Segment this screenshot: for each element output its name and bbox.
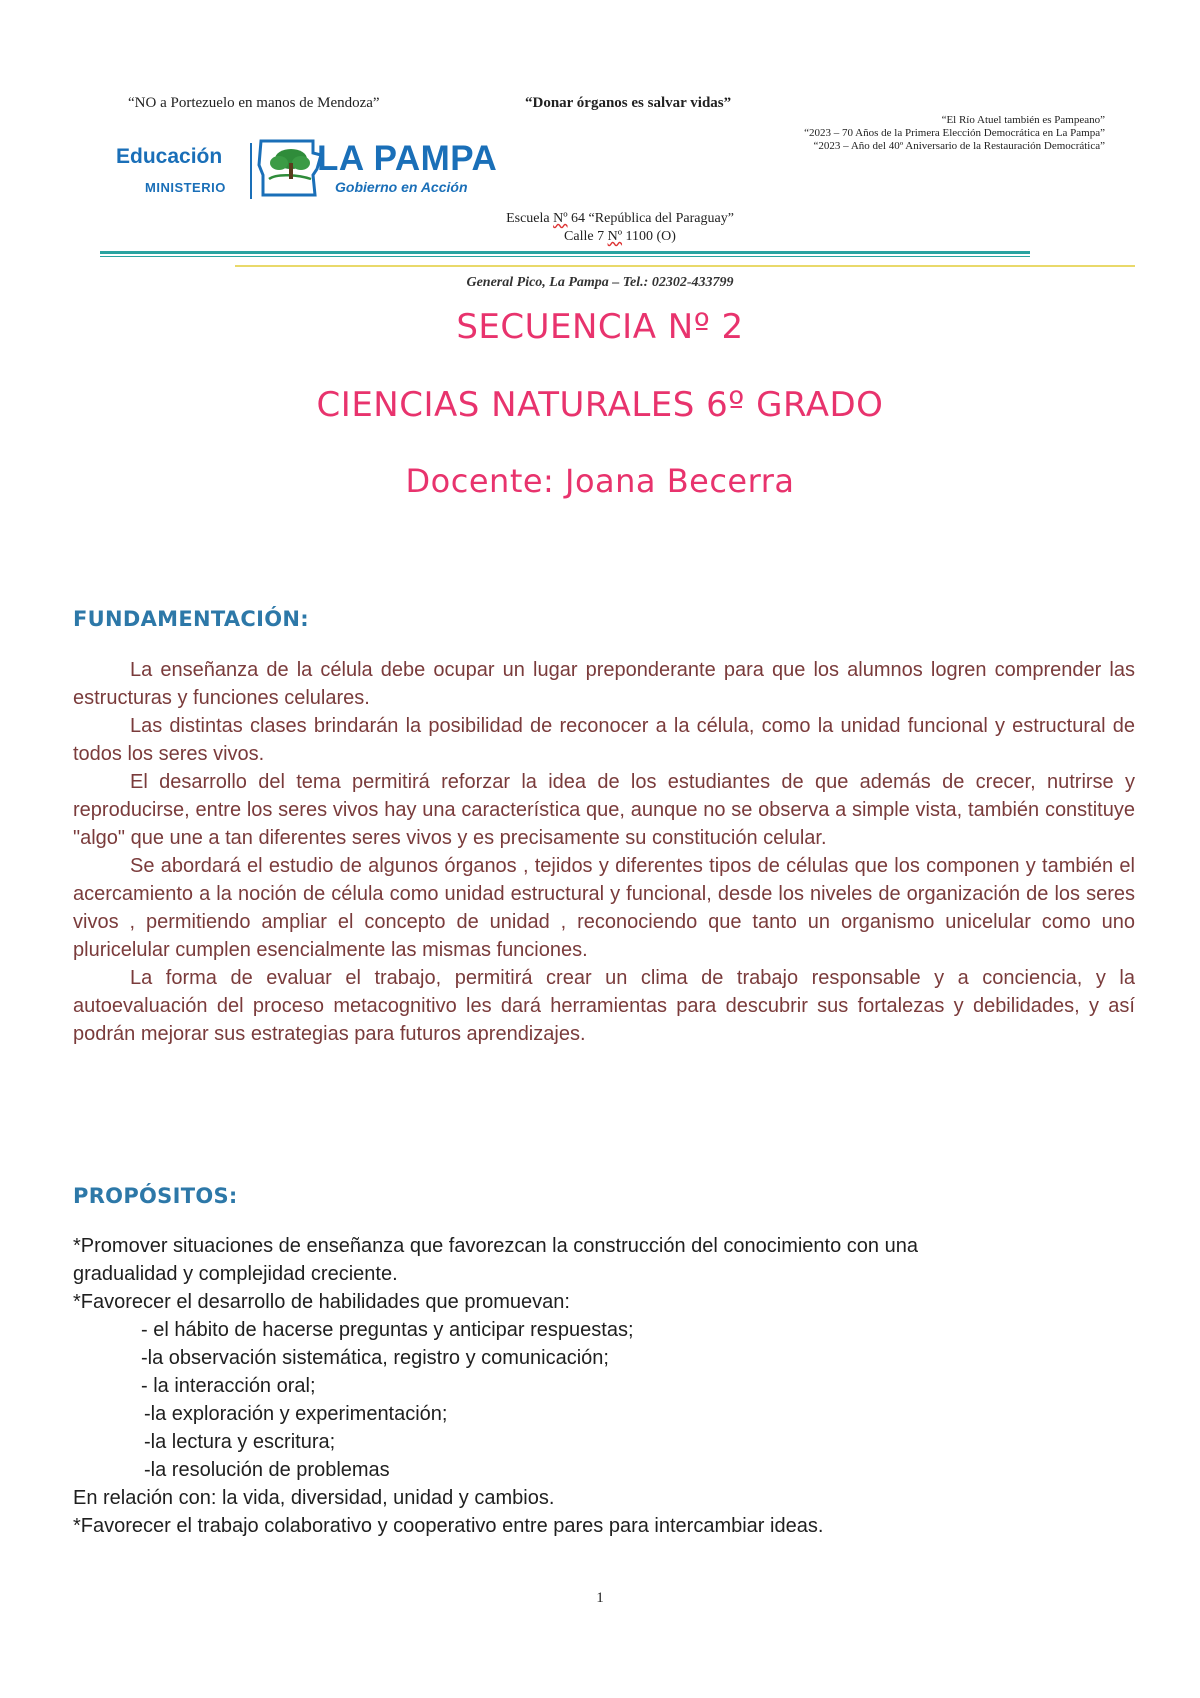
propositos-body [73, 1232, 1135, 1540]
propositos-line: En relación con: la vida, diversidad, unidad y cambios. [73, 1487, 555, 1509]
motto-right-line: “2023 – Año del 40º Aniversario de la Restauración Democrática” [813, 140, 1105, 152]
motto-right-line: “2023 – 70 Años de la Primera Elección Democrática en La Pampa” [804, 127, 1105, 139]
school-line2-rest: 1100 (O) [622, 229, 676, 244]
fundamentacion-paragraph: La forma de evaluar el trabajo, permitirá crear un clima de trabajo responsable y a conciencia, y la autoevaluación del proceso metacognitivo les dará herramientas para descubrir sus fortalezas y debilidades, y así podrán mejorar sus estrategias para futuros aprendizajes. [73, 967, 1135, 1045]
school-line2-number-sign: Nº [607, 229, 623, 244]
header-rule-accent [235, 265, 1135, 267]
motto-center: “Donar órganos es salvar vidas” [525, 95, 732, 111]
school-line1-prefix: Escuela [506, 211, 554, 226]
propositos-item: -la exploración y experimentación; [144, 1403, 448, 1425]
sequence-title: SECUENCIA Nº 2 [456, 307, 744, 347]
logo-la-pampa: LA PAMPA [317, 139, 498, 178]
fundamentacion-paragraph: El desarrollo del tema permitirá reforzar la idea de los estudiantes de que además de crecer, nutrirse y reproducirse, entre los seres vivos hay una característica que, aunque no se observa a simple vista, también constituye "algo" que une a tan diferentes seres vivos y es precisamente su constitución celular. [73, 771, 1135, 849]
school-name [20, 211, 1200, 227]
contact-line: General Pico, La Pampa – Tel.: 02302-433799 [466, 275, 734, 290]
propositos-line: gradualidad y complejidad creciente. [73, 1263, 398, 1285]
propositos-heading: PROPÓSITOS: [73, 1184, 238, 1208]
propositos-item: - la interacción oral; [141, 1375, 316, 1397]
propositos-line: *Favorecer el trabajo colaborativo y cooperativo entre pares para intercambiar ideas. [73, 1515, 824, 1537]
propositos-line: *Promover situaciones de enseñanza que favorezcan la construcción del conocimiento con una [73, 1235, 918, 1257]
logo-educacion: Educación [116, 145, 223, 168]
header-rule [100, 251, 1030, 254]
motto-right-line: “El Río Atuel también es Pampeano” [941, 114, 1105, 126]
propositos-item: -la observación sistemática, registro y comunicación; [141, 1347, 609, 1369]
school-line1-rest: 64 “República del Paraguay” [567, 211, 734, 226]
motto-left: “NO a Portezuelo en manos de Mendoza” [128, 95, 380, 111]
motto-right [804, 114, 1105, 153]
teacher-title: Docente: Joana Becerra [405, 462, 795, 500]
school-line2-prefix: Calle 7 [564, 229, 608, 244]
subject-title: CIENCIAS NATURALES 6º GRADO [316, 385, 884, 425]
propositos-item: - el hábito de hacerse preguntas y anticipar respuestas; [141, 1319, 634, 1341]
fundamentacion-heading: FUNDAMENTACIÓN: [73, 607, 309, 631]
la-pampa-map-icon [255, 135, 323, 201]
propositos-item: -la lectura y escritura; [144, 1431, 336, 1453]
school-address [20, 229, 1200, 245]
logo-gobierno: Gobierno en Acción [335, 179, 468, 195]
logo-divider [250, 143, 252, 199]
fundamentacion-paragraph: La enseñanza de la célula debe ocupar un lugar preponderante para que los alumnos logren comprender las estructuras y funciones celulares. [73, 659, 1135, 709]
logo-ministerio: MINISTERIO [145, 180, 226, 195]
header-rule-thin [100, 256, 1030, 257]
propositos-item: -la resolución de problemas [144, 1459, 390, 1481]
fundamentacion-paragraph: Se abordará el estudio de algunos órganos , tejidos y diferentes tipos de células que los componen y también el acercamiento a la noción de célula como unidad estructural y funcional, desde los niveles de organización de los seres vivos , permitiendo ampliar el concepto de unidad , reconociendo que tanto un organismo unicelular como uno pluricelular cumplen esencialmente las mismas funciones. [73, 855, 1135, 961]
ministry-logo [112, 133, 512, 201]
fundamentacion-body [73, 656, 1135, 1048]
fundamentacion-paragraph: Las distintas clases brindarán la posibilidad de reconocer a la célula, como la unidad funcional y estructural de todos los seres vivos. [73, 715, 1135, 765]
page-number: 1 [596, 1590, 604, 1606]
propositos-line: *Favorecer el desarrollo de habilidades que promuevan: [73, 1291, 570, 1313]
school-line1-number-sign: Nº [553, 211, 568, 226]
